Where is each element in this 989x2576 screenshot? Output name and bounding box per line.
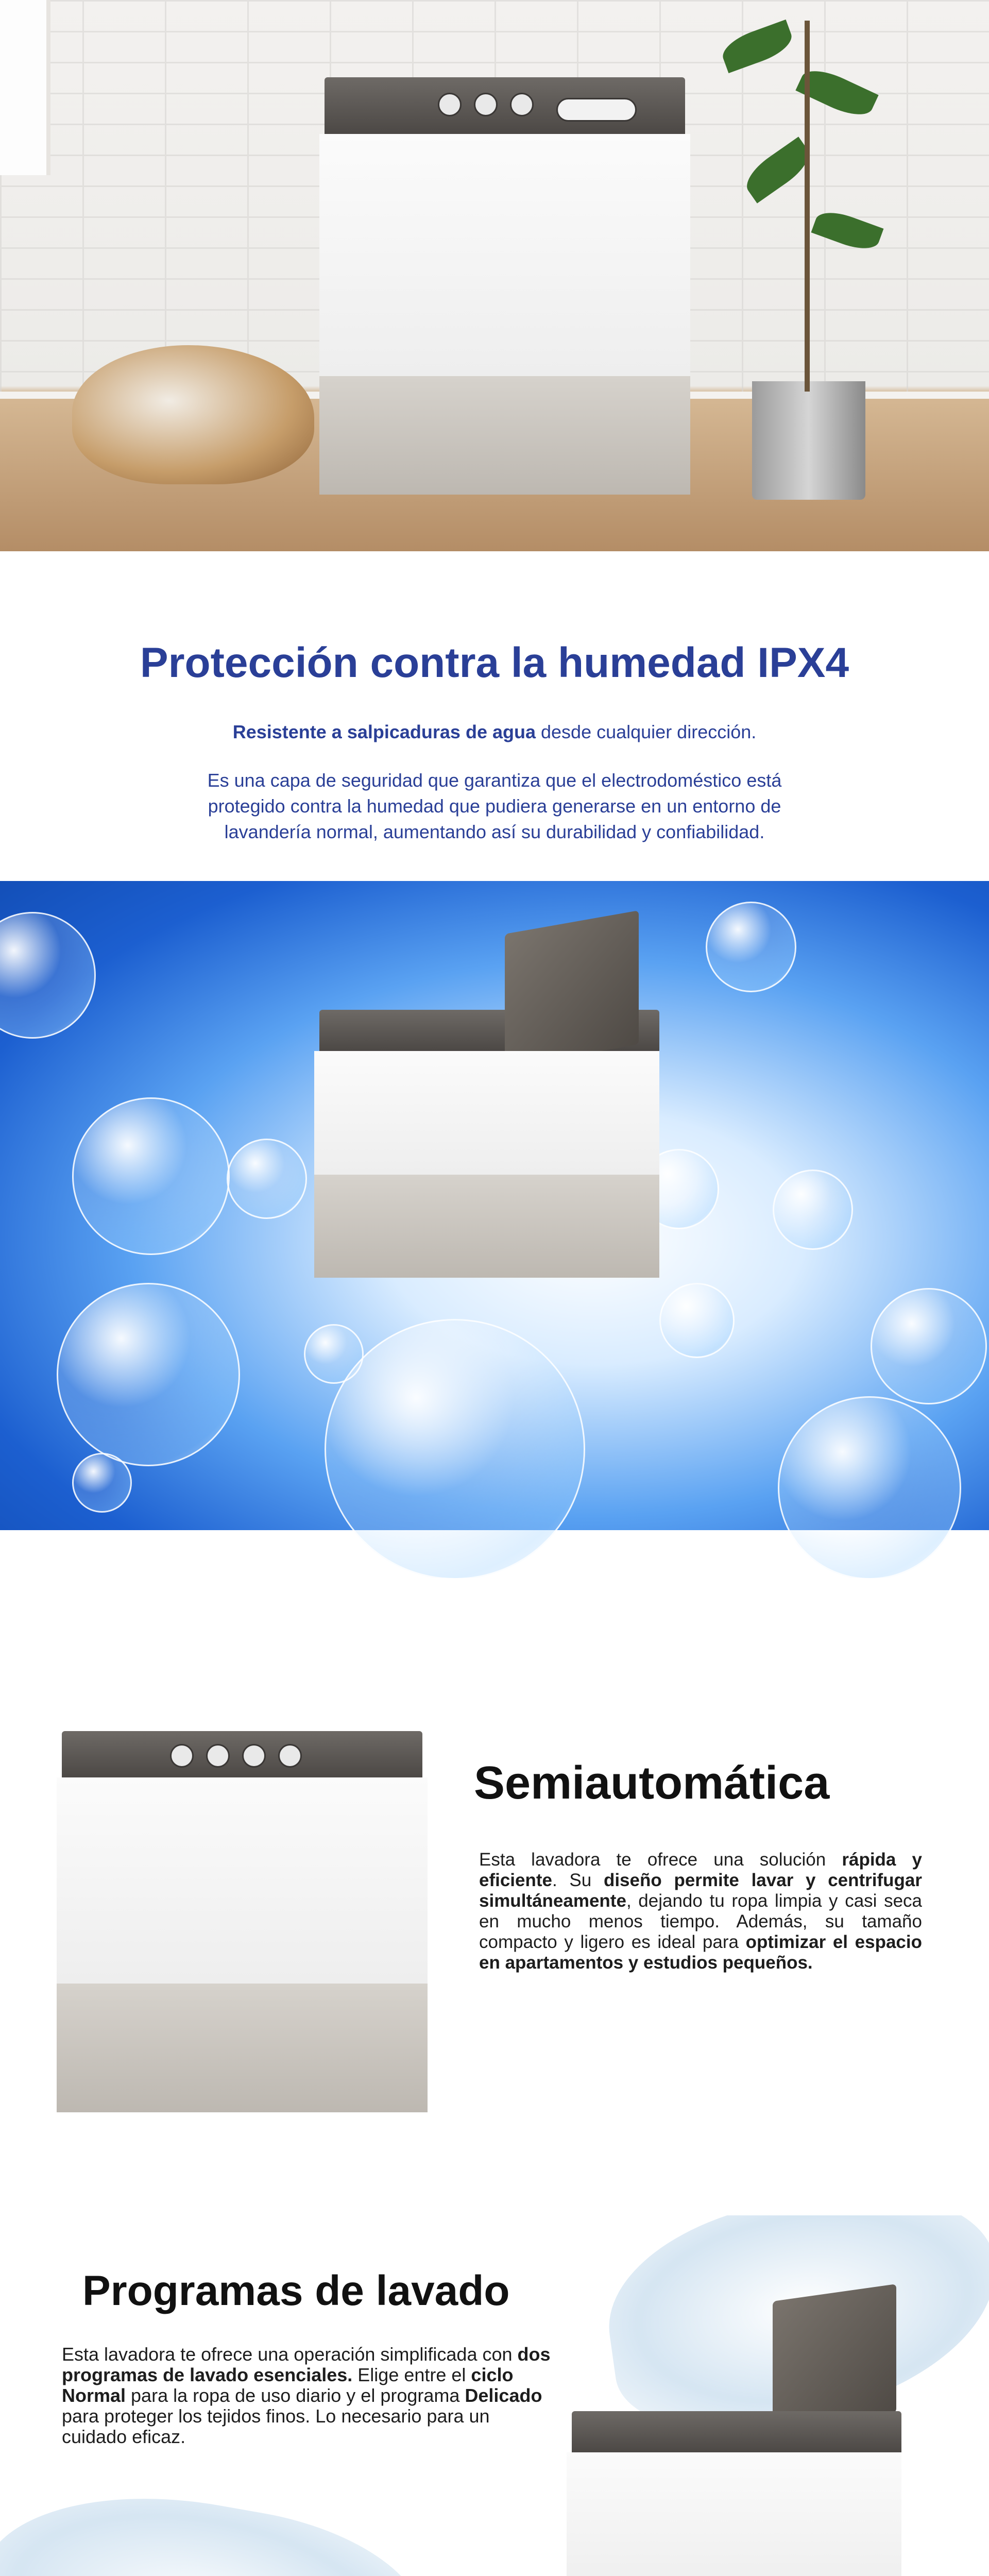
semiautomatic-washer-image xyxy=(57,1731,433,2123)
text: para la ropa de uso diario y el programa xyxy=(126,2385,465,2406)
bubble xyxy=(706,902,796,992)
ipx4-subtitle-bold: Resistente a salpicaduras de agua xyxy=(232,721,536,742)
bubble xyxy=(227,1139,307,1219)
bubble xyxy=(773,1170,853,1250)
ipx4-subtitle xyxy=(0,721,989,743)
text-bold: optimizar el espacio en apartamentos y estudios pequeños. xyxy=(479,1932,922,1973)
text: , dejando tu ropa limpia y casi seca en mucho menos tiempo. Además, su tamaño compacto y ligero es ideal para xyxy=(479,1891,922,1952)
semiautomatic-section xyxy=(0,1602,989,2287)
text: Esta lavadora te ofrece una operación simplificada con xyxy=(62,2344,518,2365)
hero-washer-image xyxy=(309,57,701,500)
text-bold: dos programas de lavado esenciales. xyxy=(62,2344,551,2385)
plant-pot xyxy=(752,381,865,500)
text-bold: ciclo Normal xyxy=(62,2364,514,2406)
bubble xyxy=(778,1396,961,1580)
plant-stem xyxy=(805,21,810,392)
text: . Su xyxy=(552,1870,604,1890)
bubble xyxy=(72,1453,132,1513)
text-bold: diseño permite lavar y centrifugar simultáneamente xyxy=(479,1870,923,1911)
text: Elige entre el xyxy=(352,2364,471,2385)
text: Esta lavadora te ofrece una solución xyxy=(479,1850,842,1870)
ipx4-paragraph: Es una capa de seguridad que garantiza que el electrodoméstico está protegido contra la humedad que pudiera generarse en un entorno de lavandería normal, aumentando así su durabilidad y confiabilidad. xyxy=(207,770,782,842)
bubble xyxy=(57,1283,240,1466)
bubble xyxy=(0,912,96,1039)
programs-title: Programas de lavado xyxy=(82,2267,510,2314)
water-splash xyxy=(0,2467,438,2576)
text: para proteger los tejidos finos. Lo necesario para un cuidado eficaz. xyxy=(62,2405,490,2447)
window-frame xyxy=(0,0,50,175)
ipx4-title: Protección contra la humedad IPX4 xyxy=(140,639,849,686)
bubble xyxy=(659,1283,735,1358)
programs-section xyxy=(0,2215,989,2576)
ipx4-section xyxy=(0,551,989,1602)
semiautomatic-title: Semiautomática xyxy=(474,1757,830,1809)
hero-banner xyxy=(0,0,989,551)
programs-paragraph xyxy=(62,2344,556,2447)
bubble xyxy=(72,1097,230,1255)
bubble xyxy=(871,1288,987,1404)
text-bold: Delicado xyxy=(465,2385,542,2406)
text-bold: rápida y eficiente xyxy=(479,1850,922,1890)
ipx4-washer-image xyxy=(309,922,670,1283)
semiautomatic-paragraph xyxy=(479,1850,922,1973)
water-bubbles-background xyxy=(0,881,989,1530)
programs-washer-image xyxy=(567,2293,907,2576)
ipx4-subtitle-rest: desde cualquier dirección. xyxy=(536,721,757,742)
bubble xyxy=(325,1319,585,1580)
